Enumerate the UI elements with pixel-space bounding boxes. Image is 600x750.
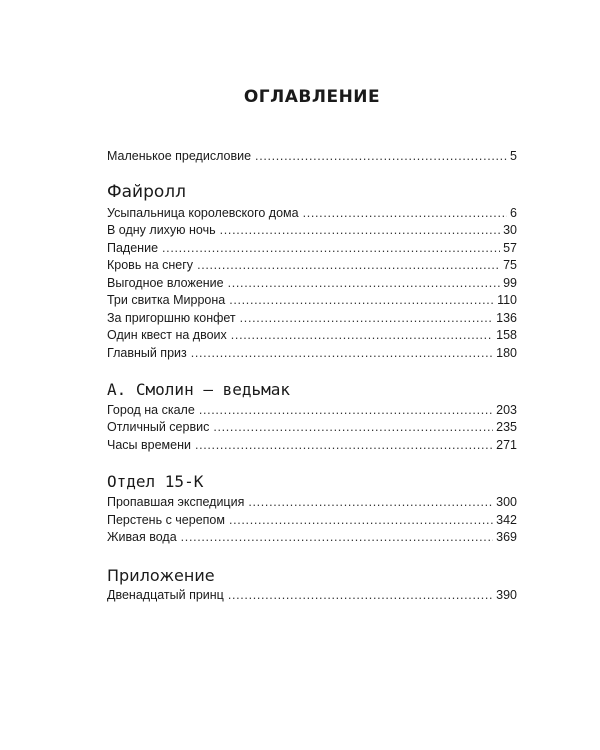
toc-entry-label: Падение — [107, 241, 159, 255]
toc-entry-page: 271 — [496, 438, 517, 452]
toc-entry — [107, 402, 517, 419]
toc-entry-label: Маленькое предисловие — [107, 149, 252, 163]
toc-entry — [107, 512, 517, 529]
toc-entry-page: 110 — [497, 293, 517, 307]
dot-leader — [231, 327, 493, 344]
toc-entry-page: 300 — [496, 495, 517, 509]
toc-entry — [107, 222, 517, 239]
dot-leader — [181, 529, 493, 546]
dot-leader — [199, 402, 493, 419]
toc-entry — [107, 529, 517, 546]
toc-entry-label: Один квест на двоих — [107, 328, 227, 342]
toc-entry — [107, 275, 517, 292]
section-heading: Отдел 15-К — [107, 472, 204, 491]
toc-entry-page: 180 — [496, 346, 517, 360]
dot-leader — [240, 310, 493, 327]
toc-entry-label: Город на скале — [107, 403, 195, 417]
toc-entry-page: 57 — [503, 241, 517, 255]
dot-leader — [229, 512, 493, 529]
dot-leader — [213, 419, 493, 436]
toc-entry-page: 30 — [503, 223, 517, 237]
dot-leader — [303, 205, 507, 222]
section-heading: Приложение — [107, 566, 215, 585]
toc-entry-page: 136 — [496, 311, 517, 325]
dot-leader — [228, 275, 500, 292]
toc-entry-label: Перстень с черепом — [107, 513, 225, 527]
dot-leader — [228, 587, 493, 604]
toc-entry — [107, 257, 517, 274]
toc-entry-label: Выгодное вложение — [107, 276, 224, 290]
toc-entry — [107, 205, 517, 222]
toc-entry-page: 235 — [496, 420, 517, 434]
toc-entry-label: Пропавшая экспедиция — [107, 495, 245, 509]
toc-entry — [107, 310, 517, 327]
toc-entry-page: 369 — [496, 530, 517, 544]
toc-entry — [107, 419, 517, 436]
toc-entry — [107, 494, 517, 511]
toc-entry-label: Двенадцатый принц — [107, 588, 224, 602]
toc-entry-page: 99 — [503, 276, 517, 290]
toc-entry-page: 203 — [496, 403, 517, 417]
toc-entry — [107, 240, 517, 257]
toc-entry — [107, 345, 517, 362]
dot-leader — [162, 240, 500, 257]
toc-entry-label: За пригоршню конфет — [107, 311, 236, 325]
dot-leader — [255, 148, 507, 165]
toc-entry-intro — [107, 148, 517, 165]
section-heading: Файролл — [107, 182, 187, 202]
toc-entry — [107, 437, 517, 454]
toc-entry-page: 342 — [496, 513, 517, 527]
toc-entry — [107, 292, 517, 309]
toc-entry-page: 390 — [496, 588, 517, 602]
section-heading: А. Смолин – ведьмак — [107, 380, 291, 399]
toc-entry-page: 75 — [503, 258, 517, 272]
toc-entry — [107, 587, 517, 604]
toc-entry-label: Часы времени — [107, 438, 191, 452]
toc-entry-label: Усыпальница королевского дома — [107, 206, 299, 220]
toc-entry — [107, 327, 517, 344]
toc-entry-label: Живая вода — [107, 530, 177, 544]
toc-entry-label: Три свитка Миррона — [107, 293, 226, 307]
dot-leader — [220, 222, 500, 239]
toc-entry-page: 6 — [510, 206, 517, 220]
toc-entry-page: 158 — [496, 328, 517, 342]
toc-entry-page: 5 — [510, 149, 517, 163]
dot-leader — [229, 292, 494, 309]
dot-leader — [195, 437, 493, 454]
toc-entry-label: Отличный сервис — [107, 420, 210, 434]
dot-leader — [197, 257, 500, 274]
dot-leader — [191, 345, 493, 362]
toc-entry-label: Главный приз — [107, 346, 187, 360]
dot-leader — [248, 494, 493, 511]
page-title: ОГЛАВЛЕНИЕ — [243, 87, 381, 107]
toc-entry-label: Кровь на снегу — [107, 258, 194, 272]
toc-entry-label: В одну лихую ночь — [107, 223, 216, 237]
